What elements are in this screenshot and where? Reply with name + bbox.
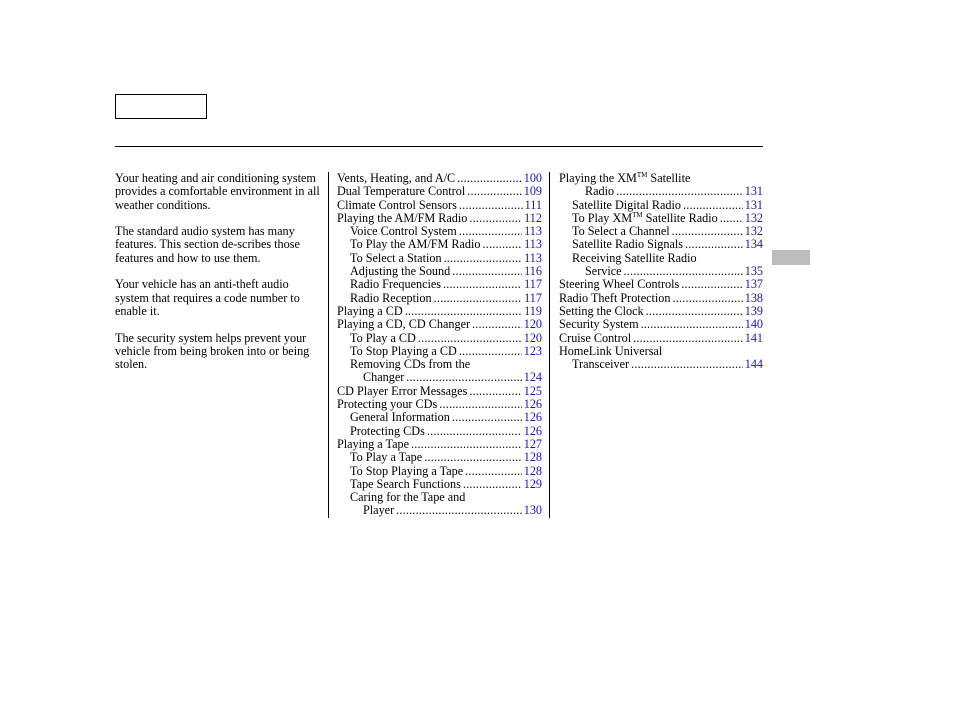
toc-entry[interactable]: Dual Temperature Control ..... 109 bbox=[337, 185, 542, 198]
toc-entry[interactable]: Satellite Digital Radio ..... 131 bbox=[559, 199, 763, 212]
toc-entry[interactable]: CD Player Error Messages ..... 125 bbox=[337, 385, 542, 398]
toc-entry[interactable]: Protecting CDs ..... 126 bbox=[337, 425, 542, 438]
page-link: 120 bbox=[523, 330, 542, 345]
toc-entry[interactable]: Playing a CD, CD Changer ..... 120 bbox=[337, 318, 542, 331]
toc-entry[interactable]: Player ..... 130 bbox=[337, 504, 542, 517]
intro-text bbox=[115, 172, 320, 385]
toc-entry[interactable]: Transceiver ..... 144 bbox=[559, 358, 763, 371]
column-divider bbox=[549, 172, 550, 518]
toc-entry[interactable]: To Stop Playing a Tape ..... 128 bbox=[337, 465, 542, 478]
toc-entry[interactable]: Tape Search Functions ..... 129 bbox=[337, 478, 542, 491]
header-divider bbox=[115, 146, 763, 147]
page-link: 113 bbox=[524, 237, 542, 252]
toc-entry[interactable]: General Information ..... 126 bbox=[337, 411, 542, 424]
toc-entry[interactable]: Radio Frequencies ..... 117 bbox=[337, 278, 542, 291]
toc-entry-continued: Receiving Satellite Radio bbox=[572, 250, 697, 265]
page-link: 125 bbox=[523, 383, 542, 398]
toc-entry[interactable]: Changer ..... 124 bbox=[337, 371, 542, 384]
section-thumb-tab bbox=[772, 250, 810, 265]
page-link: 109 bbox=[523, 184, 542, 199]
toc-entry[interactable]: Playing a CD ..... 119 bbox=[337, 305, 542, 318]
toc-entry[interactable]: Vents, Heating, and A/C ..... 100 bbox=[337, 172, 542, 185]
toc-column-2 bbox=[559, 172, 763, 371]
intro-paragraph: The standard audio system has many features. This section de-scribes those features and how to use them. bbox=[115, 224, 300, 265]
intro-paragraph: Your heating and air conditioning system provides a comfortable environment in all weather conditions. bbox=[115, 171, 320, 212]
page-link: 113 bbox=[524, 250, 542, 265]
page-link: 116 bbox=[524, 264, 542, 279]
section-title-box bbox=[115, 94, 207, 119]
toc-column-1 bbox=[337, 172, 542, 518]
page-link: 130 bbox=[523, 503, 542, 518]
page-link: 113 bbox=[524, 224, 542, 239]
page-link: 126 bbox=[523, 423, 542, 438]
toc-entry[interactable]: Radio ..... 131 bbox=[559, 185, 763, 198]
page-link: 137 bbox=[744, 277, 763, 292]
page-link: 135 bbox=[744, 264, 763, 279]
toc-entry[interactable]: To Play a Tape ..... 128 bbox=[337, 451, 542, 464]
intro-paragraph: The security system helps prevent your vehicle from being broken into or being stolen. bbox=[115, 330, 310, 372]
page-link: 128 bbox=[523, 450, 542, 465]
page-link: 131 bbox=[744, 184, 763, 199]
toc-entry[interactable]: To Select a Station ..... 113 bbox=[337, 252, 542, 265]
toc-entry[interactable]: Voice Control System ..... 113 bbox=[337, 225, 542, 238]
toc-entry[interactable]: To Play a CD ..... 120 bbox=[337, 332, 542, 345]
toc-entry[interactable]: Protecting your CDs ..... 126 bbox=[337, 398, 542, 411]
toc-entry[interactable]: To Play XM™ Satellite Radio ..... 132 bbox=[559, 212, 763, 225]
toc-entry-continued: Removing CDs from the bbox=[350, 357, 471, 372]
page-link: 132 bbox=[744, 210, 763, 225]
page-link: 134 bbox=[744, 237, 763, 252]
toc-entry[interactable]: Steering Wheel Controls ..... 137 bbox=[559, 278, 763, 291]
trademark-mark: TM bbox=[636, 170, 648, 179]
toc-entry-continued: Caring for the Tape and bbox=[350, 490, 466, 505]
page-link: 138 bbox=[744, 290, 763, 305]
page-link: 127 bbox=[523, 436, 542, 451]
toc-entry[interactable]: Service ..... 135 bbox=[559, 265, 763, 278]
page-link: 119 bbox=[524, 303, 542, 318]
intro-paragraph: Your vehicle has an anti-theft audio system that requires a code number to enable it. bbox=[115, 277, 300, 318]
page-link: 120 bbox=[523, 317, 542, 332]
toc-entry[interactable]: Security System ..... 140 bbox=[559, 318, 763, 331]
toc-entry[interactable]: Cruise Control ..... 141 bbox=[559, 332, 763, 345]
page-link: 117 bbox=[524, 290, 542, 305]
trademark-mark: TM bbox=[632, 210, 643, 219]
toc-entry-continued: HomeLink Universal bbox=[559, 343, 663, 358]
page-link: 126 bbox=[523, 397, 542, 412]
page-link: 124 bbox=[523, 370, 542, 385]
page-link: 117 bbox=[524, 277, 542, 292]
toc-entry[interactable]: Radio Theft Protection ..... 138 bbox=[559, 292, 763, 305]
toc-entry[interactable]: Adjusting the Sound ..... 116 bbox=[337, 265, 542, 278]
toc-entry[interactable]: To Select a Channel ..... 132 bbox=[559, 225, 763, 238]
toc-entry[interactable]: To Play the AM/FM Radio ..... 113 bbox=[337, 238, 542, 251]
toc-entry[interactable]: Radio Reception ..... 117 bbox=[337, 292, 542, 305]
toc-entry[interactable]: Setting the Clock ..... 139 bbox=[559, 305, 763, 318]
toc-entry[interactable]: Playing the AM/FM Radio ..... 112 bbox=[337, 212, 542, 225]
page-link: 139 bbox=[744, 303, 763, 318]
page-link: 128 bbox=[523, 463, 542, 478]
toc-entry[interactable]: Satellite Radio Signals ..... 134 bbox=[559, 238, 763, 251]
column-divider bbox=[328, 172, 329, 518]
page-link: 126 bbox=[523, 410, 542, 425]
page-link: 144 bbox=[744, 357, 763, 372]
page-link: 112 bbox=[524, 210, 542, 225]
toc-entry[interactable]: Playing a Tape ..... 127 bbox=[337, 438, 542, 451]
toc-entry-continued: Playing the XM™ Satellite bbox=[559, 170, 691, 185]
page-link: 140 bbox=[744, 317, 763, 332]
page-link: 132 bbox=[744, 224, 763, 239]
toc-entry[interactable]: Climate Control Sensors ..... 111 bbox=[337, 199, 542, 212]
page-link: 123 bbox=[523, 343, 542, 358]
page-link: 129 bbox=[523, 476, 542, 491]
page-link: 131 bbox=[744, 197, 763, 212]
page-link: 100 bbox=[523, 171, 542, 185]
page-link: 111 bbox=[524, 197, 542, 212]
page-link: 141 bbox=[744, 330, 763, 345]
toc-entry[interactable]: To Stop Playing a CD ..... 123 bbox=[337, 345, 542, 358]
